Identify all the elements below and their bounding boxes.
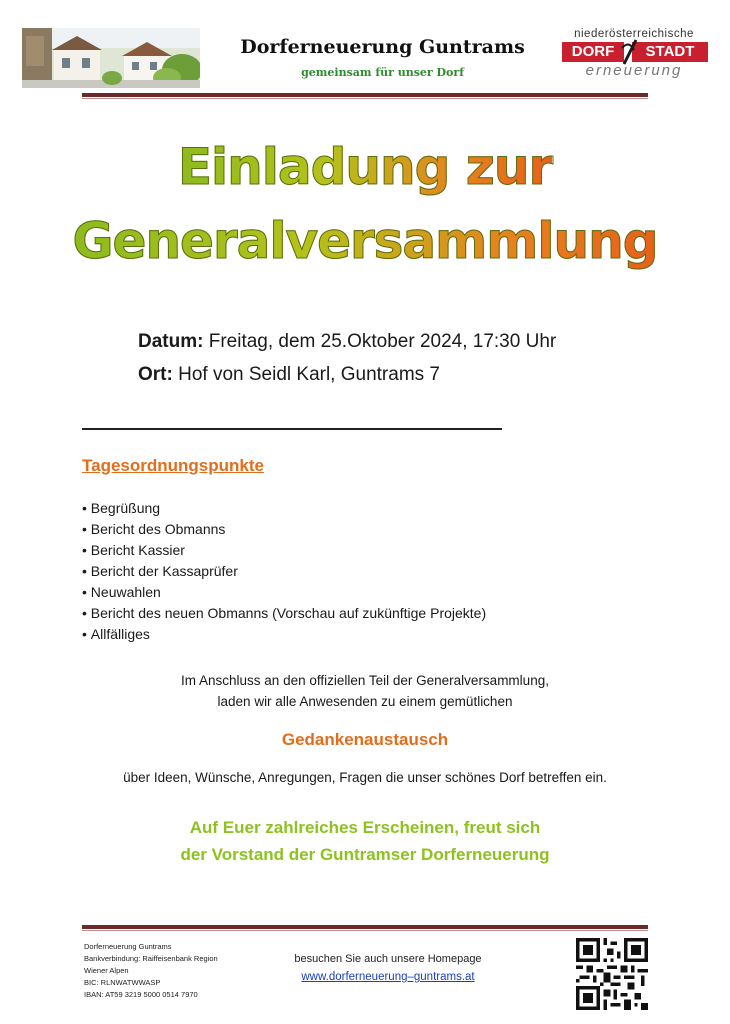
bank-line: Bankverbindung: Raiffeisenbank Region xyxy=(84,954,218,963)
agenda-item: • Begrüßung xyxy=(82,498,486,519)
place-value: Hof von Seidl Karl, Guntrams 7 xyxy=(178,364,440,385)
agenda-heading: Tagesordnungspunkte xyxy=(82,456,264,475)
header-divider xyxy=(82,93,648,97)
logo-bottom-text: erneuerung xyxy=(585,62,683,79)
logo-top-text: niederösterreichische xyxy=(574,28,694,40)
agenda-item: • Bericht des Obmanns xyxy=(82,519,486,540)
date-label: Datum: xyxy=(138,331,204,352)
visit-homepage-text: besuchen Sie auch unsere Homepage xyxy=(294,953,482,965)
village-photo xyxy=(22,28,200,88)
invitation-line-1: Im Anschluss an den offiziellen Teil der Generalversammlung, xyxy=(181,673,549,688)
bank-line: Wiener Alpen xyxy=(84,966,129,975)
closing-line-1: Auf Euer zahlreiches Erscheinen, freut sich xyxy=(189,818,541,837)
organization-tagline: gemeinsam für unser Dorf xyxy=(301,66,464,79)
date-value: Freitag, dem 25.Oktober 2024, 17:30 Uhr xyxy=(208,331,557,352)
exchange-paragraph: über Ideen, Wünsche, Anregungen, Fragen die unser schönes Dorf betreffen ein. xyxy=(123,770,607,785)
place-label: Ort: xyxy=(138,364,173,385)
agenda-item: • Allfälliges xyxy=(82,624,486,645)
bank-line: Dorferneuerung Guntrams xyxy=(84,942,172,951)
header-divider-shadow xyxy=(82,98,648,99)
invitation-line-2: laden wir alle Anwesenden zu einem gemütlichen xyxy=(217,694,513,709)
closing-line-2: der Vorstand der Guntramser Dorferneuerung xyxy=(180,845,550,864)
bank-line: IBAN: AT59 3219 5000 0514 7970 xyxy=(84,990,198,999)
logo-stadt-text: STADT xyxy=(632,42,708,62)
logo-dorf-text: DORF xyxy=(562,42,624,62)
title-line-2: Generalversammlung xyxy=(72,212,658,270)
agenda-item: • Bericht der Kassaprüfer xyxy=(82,561,486,582)
agenda-item: • Bericht des neuen Obmanns (Vorschau auf zukünftige Projekte) xyxy=(82,603,486,624)
agenda-list xyxy=(82,498,486,645)
event-date xyxy=(138,331,556,353)
homepage-link[interactable]: www.dorferneuerung–guntrams.at xyxy=(301,971,475,983)
bank-line: BIC: RLNWATWWASP xyxy=(84,978,161,987)
section-separator xyxy=(82,428,502,430)
exchange-heading: Gedankenaustausch xyxy=(281,730,449,749)
title-line-1: Einladung zur xyxy=(177,138,553,196)
footer-divider-shadow xyxy=(82,930,648,931)
footer-divider xyxy=(82,925,648,929)
bank-details xyxy=(84,941,274,1001)
invitation-paragraph xyxy=(0,670,730,712)
dorf-stadt-erneuerung-logo xyxy=(560,28,710,84)
agenda-item: • Bericht Kassier xyxy=(82,540,486,561)
qr-code-icon[interactable] xyxy=(576,938,648,1010)
organization-title: Dorferneuerung Guntrams xyxy=(240,36,525,58)
closing-message xyxy=(0,814,730,868)
event-place xyxy=(138,364,440,386)
agenda-item: • Neuwahlen xyxy=(82,582,486,603)
